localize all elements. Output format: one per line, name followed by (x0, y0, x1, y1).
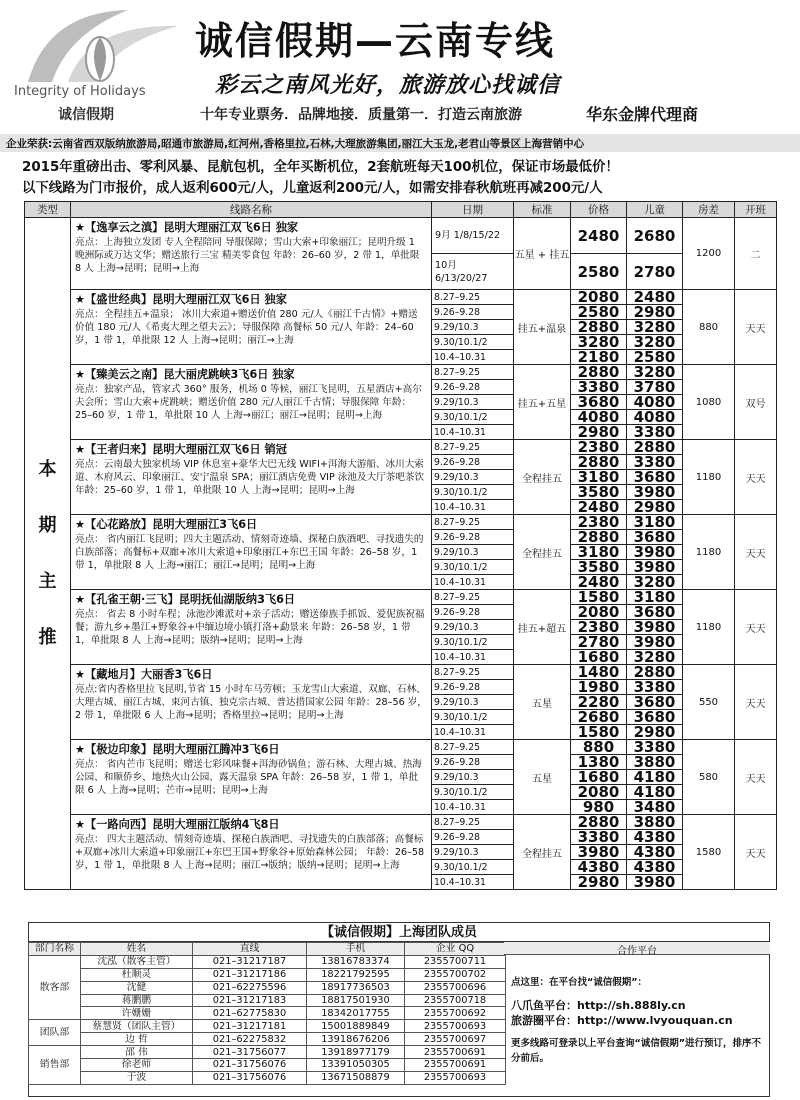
route-standard: 全程挂五 (514, 815, 571, 890)
child-price: 3880 (627, 755, 683, 770)
logo-english: Integrity of Holidays (14, 84, 146, 99)
team-mobile: 18917736503 (307, 981, 405, 994)
route-date: 9.29/10.3 (432, 770, 514, 785)
col-room-diff: 房差 (683, 202, 735, 218)
team-name: 许姗姗 (81, 1007, 193, 1020)
route-title[interactable]: ★【臻美云之南】昆大丽虎跳峡3飞6日 独家 (75, 368, 295, 381)
route-date: 9.30/10.1/2 (432, 485, 514, 500)
route-detail: 亮点： 四大主题活动、情刻奇迹墙、探秘白族酒吧、寻找遗失的白族部落；高餐标+双廊+冰川大索道+印象丽江+东巴王国+野象谷+原始森林公园； 年龄：26–58 岁，1 带 1，单批限 8 人 上海→昆明；丽江→版纳；版纳→昆明；昆明→上海 (75, 834, 425, 871)
child-price: 3980 (627, 875, 683, 890)
child-price: 3780 (627, 380, 683, 395)
route-date: 10.4–10.31 (432, 425, 514, 440)
adult-price: 2080 (571, 290, 627, 305)
child-price: 3680 (627, 605, 683, 620)
team-phone: 021–31756076 (193, 1059, 307, 1072)
route-date: 10.4–10.31 (432, 800, 514, 815)
route-date: 9.26–9.28 (432, 380, 514, 395)
child-price: 4180 (627, 785, 683, 800)
adult-price: 1680 (571, 650, 627, 665)
adult-price: 3580 (571, 560, 627, 575)
route-title[interactable]: ★【藏地月】大丽香3飞6日 (75, 668, 213, 681)
team-qq: 2355700693 (405, 1020, 506, 1033)
route-detail: 亮点：全程挂五+温泉； 冰川大索道+赠送价值 280 元/人《丽江千古情》+赠送价值 180 元/人《希夷大理之望夫云》；导服保障 高餐标 50 元/人 年龄：24–60 岁，1 带 1，单批限 12 人 上海→昆明；丽江→上海 (75, 309, 418, 346)
adult-price: 1580 (571, 590, 627, 605)
child-price: 2480 (627, 290, 683, 305)
team-name: 蔡慧贤（团队主管） (81, 1020, 193, 1033)
team-phone: 021–31217181 (193, 1020, 307, 1033)
team-phone: 021–31756077 (193, 1046, 307, 1059)
adult-price: 2480 (571, 575, 627, 590)
room-diff: 1180 (683, 515, 735, 590)
route-detail: 亮点：上海独立发团 专人全程陪同 导服保障；雪山大索+印象丽江；昆明升级 1 晚洲际或万达文华；赠送旅行三宝 精美零食包 年龄：26–60 岁，2 带 1，单批限 8 人 上海→昆明；昆明→上海 (75, 237, 420, 274)
adult-price: 2380 (571, 515, 627, 530)
team-name: 徐老师 (81, 1059, 193, 1072)
child-price: 3280 (627, 650, 683, 665)
intro-line-2: 以下线路为门市报价，成人返利600元/人，儿童返利200元/人，如需安排春秋航班再减200元/人 (22, 181, 603, 196)
room-diff: 580 (683, 740, 735, 815)
adult-price: 2880 (571, 815, 627, 830)
route-description (71, 515, 432, 590)
team-phone: 021–31217183 (193, 994, 307, 1007)
page-title: 诚信假期—云南专线 (195, 19, 556, 63)
team-phone: 021–31756076 (193, 1071, 307, 1084)
adult-price: 1980 (571, 680, 627, 695)
child-price: 3280 (627, 365, 683, 380)
team-phone: 021–62775830 (193, 1007, 307, 1020)
room-diff: 1580 (683, 815, 735, 890)
team-qq: 2355700696 (405, 981, 506, 994)
adult-price: 2880 (571, 365, 627, 380)
room-diff: 1180 (683, 590, 735, 665)
team-qq: 2355700691 (405, 1046, 506, 1059)
team-mobile: 13918676206 (307, 1033, 405, 1046)
room-diff: 1180 (683, 440, 735, 515)
route-date: 10.4–10.31 (432, 650, 514, 665)
route-date: 9.29/10.3 (432, 320, 514, 335)
child-price: 4380 (627, 860, 683, 875)
slogan: 彩云之南风光好，旅游放心找诚信 (215, 73, 561, 98)
team-col-qq: 企业 QQ (405, 943, 506, 956)
team-header-row (29, 943, 506, 956)
route-date: 9.26–9.28 (432, 680, 514, 695)
route-detail: 亮点：独家产品，管家式 360° 服务，机场 0 等候，丽江飞昆明，五星酒店+高尔夫会所；雪山大索+虎跳峡；赠送价值 280 元/人丽江千古情；导服保障 年龄：25–60 岁，1 带 1，单批限 10 人 上海→丽江；丽江→昆明；昆明→上海 (75, 384, 422, 421)
platform-note: 更多线路可登录以上平台查询“诚信假期”进行预订，排序不分前后。 (511, 1038, 761, 1064)
adult-price: 3380 (571, 380, 627, 395)
route-date: 10.4–10.31 (432, 350, 514, 365)
route-date: 8.27–9.25 (432, 815, 514, 830)
section-label-char: 期 (38, 514, 57, 536)
schedule: 二 (735, 218, 777, 290)
child-price: 4180 (627, 770, 683, 785)
route-standard: 五星 (514, 665, 571, 740)
route-date: 9.30/10.1/2 (432, 710, 514, 725)
team-title: 【诚信假期】上海团队成员 (29, 923, 769, 942)
child-price: 2780 (627, 254, 683, 290)
route-title[interactable]: ★【王者归来】昆明大理丽江双飞6日 销冠 (75, 443, 287, 456)
schedule: 天天 (735, 815, 777, 890)
team-name: 边 哲 (81, 1033, 193, 1046)
child-price: 2980 (627, 725, 683, 740)
team-dept: 散客部 (29, 955, 81, 1019)
col-schedule: 开班 (735, 202, 777, 218)
adult-price: 2180 (571, 350, 627, 365)
route-description (71, 740, 432, 815)
col-price: 价格 (571, 202, 627, 218)
adult-price: 1380 (571, 755, 627, 770)
adult-price: 2980 (571, 875, 627, 890)
route-date: 9.26–9.28 (432, 830, 514, 845)
team-row (29, 1007, 506, 1020)
route-date: 9.29/10.3 (432, 620, 514, 635)
child-price: 3680 (627, 710, 683, 725)
route-date: 9.26–9.28 (432, 605, 514, 620)
team-qq: 2355700692 (405, 1007, 506, 1020)
schedule: 天天 (735, 590, 777, 665)
child-price: 2980 (627, 305, 683, 320)
child-price: 3980 (627, 635, 683, 650)
route-date: 8.27–9.25 (432, 740, 514, 755)
adult-price: 2680 (571, 710, 627, 725)
child-price: 3280 (627, 320, 683, 335)
adult-price: 3380 (571, 830, 627, 845)
intro-line-1: 2015年重磅出击、零利风暴、昆航包机，全年买断机位，2套航班每天100机位，保证市场最低价！ (22, 160, 619, 175)
team-table (28, 942, 506, 1085)
logo-chinese: 诚信假期 (58, 107, 114, 123)
route-date: 9.30/10.1/2 (432, 860, 514, 875)
adult-price: 3980 (571, 845, 627, 860)
route-description (71, 665, 432, 740)
route-date: 9月 1/8/15/22 (432, 218, 514, 254)
team-qq: 2355700693 (405, 1071, 506, 1084)
team-dept: 团队部 (29, 1020, 81, 1046)
team-qq: 2355700697 (405, 1033, 506, 1046)
child-price: 3280 (627, 335, 683, 350)
team-phone: 021–31217186 (193, 968, 307, 981)
child-price: 2980 (627, 500, 683, 515)
route-date: 9.29/10.3 (432, 395, 514, 410)
adult-price: 1680 (571, 770, 627, 785)
team-mobile: 18342017755 (307, 1007, 405, 1020)
adult-price: 2880 (571, 530, 627, 545)
adult-price: 2780 (571, 635, 627, 650)
child-price: 4380 (627, 830, 683, 845)
adult-price: 1580 (571, 725, 627, 740)
route-date: 10.4–10.31 (432, 875, 514, 890)
col-route: 线路名称 (71, 202, 432, 218)
adult-price: 3180 (571, 545, 627, 560)
route-standard: 挂五+温泉 (514, 290, 571, 365)
route-date: 9.29/10.3 (432, 470, 514, 485)
route-description (71, 218, 432, 290)
col-type: 类型 (25, 202, 71, 218)
route-date: 9.29/10.3 (432, 845, 514, 860)
room-diff: 880 (683, 290, 735, 365)
room-diff: 1200 (683, 218, 735, 290)
schedule: 天天 (735, 515, 777, 590)
adult-price: 2580 (571, 254, 627, 290)
room-diff: 1080 (683, 365, 735, 440)
route-date: 10.4–10.31 (432, 575, 514, 590)
team-row (29, 1071, 506, 1084)
route-detail: 亮点:省内香格里拉飞昆明,节省 15 小时车马劳顿；玉龙雪山大索道、双廊、石林、大理古城、丽江古城、束河古镇、独克宗古城、普达措国家公园 年龄：28–56 岁，2 带 1，单批限 6 人 上海→昆明；香格里拉→昆明；昆明→上海 (75, 684, 427, 721)
route-date: 9.30/10.1/2 (432, 335, 514, 350)
adult-price: 2580 (571, 305, 627, 320)
schedule: 天天 (735, 665, 777, 740)
child-price: 3980 (627, 485, 683, 500)
route-detail: 亮点：云南最大独家机场 VIP 休息室+豪华大巴无线 WIFI+洱海大游船、冰川大索道、木府风云、印象丽江、安宁温泉 SPA；丽江酒店免费 VIP 泳池及大厅茶吧茶饮 年龄：25–60 岁，1 带 1，单批限 10 人 上海→昆明；昆明→上海 (75, 459, 425, 496)
route-date: 9.26–9.28 (432, 455, 514, 470)
team-qq: 2355700718 (405, 994, 506, 1007)
child-price: 2580 (627, 350, 683, 365)
team-mobile: 18221792595 (307, 968, 405, 981)
page-header (0, 0, 800, 136)
route-title[interactable]: ★【一路向西】昆明大理丽江版纳4飞8日 (75, 818, 280, 831)
section-label-char: 推 (38, 626, 57, 648)
team-col-dept: 部门名称 (29, 943, 81, 956)
team-mobile: 13816783374 (307, 955, 405, 968)
route-date: 9.26–9.28 (432, 755, 514, 770)
route-title[interactable]: ★【心花路放】昆明大理丽江3飞6日 (75, 518, 258, 531)
route-description (71, 590, 432, 665)
child-price: 3980 (627, 560, 683, 575)
child-price: 2680 (627, 218, 683, 254)
route-date: 8.27–9.25 (432, 590, 514, 605)
table-row (25, 218, 777, 254)
route-standard: 全程挂五 (514, 440, 571, 515)
room-diff: 550 (683, 665, 735, 740)
child-price: 3180 (627, 515, 683, 530)
route-date: 9.30/10.1/2 (432, 410, 514, 425)
platform-link-888ly[interactable]: 八爪鱼平台：http://sh.888ly.cn (511, 999, 686, 1012)
route-description (71, 815, 432, 890)
team-row (29, 955, 506, 968)
adult-price: 3280 (571, 335, 627, 350)
team-name: 杜顺灵 (81, 968, 193, 981)
route-date: 8.27–9.25 (432, 290, 514, 305)
team-col-name: 姓名 (81, 943, 193, 956)
route-date: 8.27–9.25 (432, 365, 514, 380)
team-row (29, 1020, 506, 1033)
route-standard: 五星 (514, 740, 571, 815)
route-title[interactable]: ★【极边印象】昆明大理丽江腾冲3飞6日 (75, 743, 280, 756)
route-date: 9.29/10.3 (432, 545, 514, 560)
team-phone: 021–31217187 (193, 955, 307, 968)
route-date: 9.30/10.1/2 (432, 785, 514, 800)
child-price: 3380 (627, 740, 683, 755)
adult-price: 2280 (571, 695, 627, 710)
brand-tag: 华东金牌代理商 (586, 105, 699, 124)
route-date: 9.30/10.1/2 (432, 635, 514, 650)
route-date: 10.4–10.31 (432, 725, 514, 740)
team-mobile: 13671508879 (307, 1071, 405, 1084)
route-date: 9.30/10.1/2 (432, 560, 514, 575)
team-section (28, 922, 770, 1097)
child-price: 4080 (627, 410, 683, 425)
adult-price: 2380 (571, 620, 627, 635)
team-mobile: 15001889849 (307, 1020, 405, 1033)
route-date: 8.27–9.25 (432, 665, 514, 680)
adult-price: 3580 (571, 485, 627, 500)
child-price: 3680 (627, 470, 683, 485)
adult-price: 2080 (571, 785, 627, 800)
adult-price: 2880 (571, 455, 627, 470)
team-mobile: 18817501930 (307, 994, 405, 1007)
route-description (71, 290, 432, 365)
route-title[interactable]: ★【盛世经典】昆明大理丽江双飞6日 独家 (75, 293, 287, 306)
team-name: 蒋鹏鹏 (81, 994, 193, 1007)
child-price: 2880 (627, 440, 683, 455)
route-date: 9.26–9.28 (432, 530, 514, 545)
team-row (29, 1046, 506, 1059)
section-label (25, 218, 71, 890)
section-label-char: 本 (38, 458, 57, 480)
honors-bar: 企业荣获:云南省西双版纳旅游局,昭通市旅游局,红河州,香格里拉,石林,大理旅游集团,丽江大玉龙,老君山等景区上海营销中心 (0, 134, 800, 152)
child-price: 4080 (627, 395, 683, 410)
adult-price: 2480 (571, 218, 627, 254)
child-price: 3280 (627, 575, 683, 590)
team-name: 沈健 (81, 981, 193, 994)
schedule: 天天 (735, 740, 777, 815)
adult-price: 2080 (571, 605, 627, 620)
child-price: 2880 (627, 665, 683, 680)
route-description (71, 440, 432, 515)
col-standard: 标准 (514, 202, 571, 218)
route-standard: 五星 + 挂五 (514, 218, 571, 290)
team-col-phone: 直线 (193, 943, 307, 956)
route-detail: 亮点： 省内丽江飞昆明；四大主题活动、情刻奇迹墙、探秘白族酒吧、寻找遗失的白族部落；高餐标+双廊+冰川大索道+印象丽江+东巴王国 年龄：26–58 岁，1 带 1，单批限 8 人 上海→丽江；丽江→昆明；昆明→上海 (75, 534, 424, 571)
route-date: 8.27–9.25 (432, 440, 514, 455)
adult-price: 1480 (571, 665, 627, 680)
section-label-char: 主 (38, 570, 57, 592)
team-col-mobile: 手机 (307, 943, 405, 956)
team-phone: 021–62275596 (193, 981, 307, 994)
team-qq: 2355700711 (405, 955, 506, 968)
adult-price: 3680 (571, 395, 627, 410)
team-row (29, 1059, 506, 1072)
child-price: 3380 (627, 455, 683, 470)
child-price: 3680 (627, 530, 683, 545)
adult-price: 880 (571, 740, 627, 755)
team-dept: 销售部 (29, 1046, 81, 1085)
team-qq: 2355700691 (405, 1059, 506, 1072)
adult-price: 980 (571, 800, 627, 815)
team-phone: 021–62275832 (193, 1033, 307, 1046)
col-date: 日期 (432, 202, 514, 218)
route-standard: 挂五+超五 (514, 590, 571, 665)
child-price: 3180 (627, 590, 683, 605)
child-price: 3380 (627, 680, 683, 695)
team-name: 邵 伟 (81, 1046, 193, 1059)
team-col-platform: 合作平台 (504, 942, 770, 955)
route-date: 10月 6/13/20/27 (432, 254, 514, 290)
route-title[interactable]: ★【孔雀王朝·三飞】昆明抚仙湖版纳3飞6日 (75, 593, 296, 606)
route-date: 8.27–9.25 (432, 515, 514, 530)
team-row (29, 981, 506, 994)
child-price: 3680 (627, 695, 683, 710)
child-price: 3880 (627, 815, 683, 830)
child-price: 3380 (627, 425, 683, 440)
team-mobile: 13918977179 (307, 1046, 405, 1059)
team-qq: 2355700702 (405, 968, 506, 981)
team-name: 于波 (81, 1071, 193, 1084)
schedule: 天天 (735, 290, 777, 365)
tour-table (24, 201, 777, 890)
route-date: 9.26–9.28 (432, 305, 514, 320)
child-price: 3980 (627, 620, 683, 635)
tagline: 十年专业票务．品牌地接．质量第一．打造云南旅游 (200, 107, 522, 123)
adult-price: 2980 (571, 425, 627, 440)
adult-price: 4380 (571, 860, 627, 875)
route-date: 9.29/10.3 (432, 695, 514, 710)
route-standard: 挂五+五星 (514, 365, 571, 440)
schedule: 天天 (735, 440, 777, 515)
child-price: 4380 (627, 845, 683, 860)
adult-price: 3180 (571, 470, 627, 485)
adult-price: 2480 (571, 500, 627, 515)
col-child: 儿童 (627, 202, 683, 218)
adult-price: 4080 (571, 410, 627, 425)
team-row (29, 1033, 506, 1046)
route-standard: 全程挂五 (514, 515, 571, 590)
route-detail: 亮点： 省去 8 小时车程；泳池沙滩派对+亲子活动；赠送傣族手抓饭、爱伲族祝福餐；游九乡+墨江+野象谷+中缅边境小镇打洛+勐景来 年龄：26–58 岁，1 带 1，单批限 8 人 上海→昆明；版纳→昆明；昆明→上海 (75, 609, 425, 646)
team-row (29, 968, 506, 981)
route-date: 10.4–10.31 (432, 500, 514, 515)
intro-text (22, 157, 792, 199)
platform-link-lvyouquan[interactable]: 旅游圈平台：http://www.lvyouquan.cn (511, 1014, 733, 1027)
child-price: 3480 (627, 800, 683, 815)
team-name: 沈泓（散客主管） (81, 955, 193, 968)
route-description (71, 365, 432, 440)
child-price: 3980 (627, 545, 683, 560)
table-header-row (25, 202, 777, 218)
adult-price: 2880 (571, 320, 627, 335)
platform-box (511, 975, 769, 1066)
platform-hint: 点这里：在平台找“诚信假期”： (511, 977, 647, 988)
team-row (29, 994, 506, 1007)
team-mobile: 13391050305 (307, 1059, 405, 1072)
route-title[interactable]: ★【逸享云之滇】昆明大理丽江双飞6日 独家 (75, 221, 299, 234)
schedule: 双号 (735, 365, 777, 440)
adult-price: 2380 (571, 440, 627, 455)
route-detail: 亮点： 省内芒市飞昆明；赠送七彩风味餐+洱海砂锅鱼；游石林、大理古城、热海公园、和顺侨乡、地热火山公园、露天温泉 SPA 年龄：26–58 岁，1 带 1，单批限 6 人 上海→昆明；芒市→昆明；昆明→上海 (75, 759, 422, 796)
